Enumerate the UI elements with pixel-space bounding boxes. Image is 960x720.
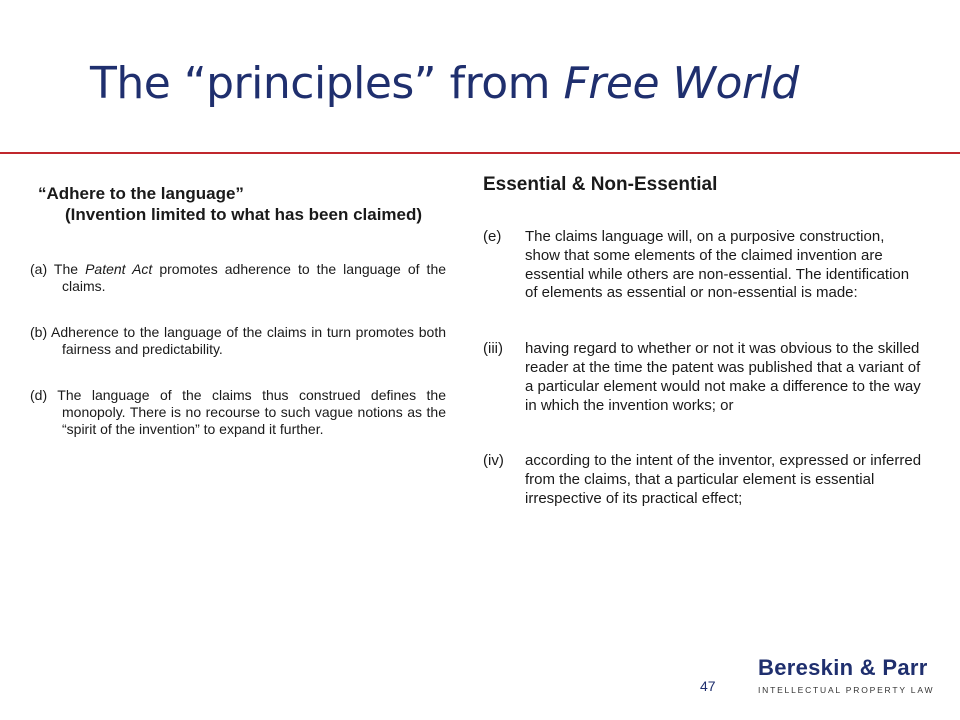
left-heading	[38, 183, 446, 225]
paragraph-b-text: (b) Adherence to the language of the claims in turn promotes both fairness and predictability.	[30, 324, 446, 357]
right-item-text: according to the intent of the inventor, expressed or inferred from the claims, that a particular element is essential irrespective of its practical effect;	[525, 452, 922, 507]
right-item-iv	[483, 452, 923, 508]
logo-tagline: INTELLECTUAL PROPERTY LAW	[758, 685, 935, 695]
right-item-marker: (iii)	[483, 340, 503, 358]
paragraph-a-text-end: promotes adherence to the language of the claims.	[62, 261, 447, 294]
right-item-e	[483, 228, 923, 303]
right-item-text: having regard to whether or not it was obvious to the skilled reader at the time the patent was published that a variant of a particular element would not make a difference to the way in which the invention works; or	[525, 340, 921, 414]
left-paragraph-a	[30, 261, 446, 295]
right-heading: Essential & Non-Essential	[483, 174, 718, 195]
page-number: 47	[700, 678, 716, 694]
left-paragraph-d	[30, 387, 446, 438]
left-heading-quote: “Adhere to the language”	[38, 184, 244, 203]
left-column	[30, 183, 446, 467]
slide-title-italic: Free World	[563, 58, 799, 109]
paragraph-a-italic-text: Patent Act	[85, 261, 153, 277]
left-paragraph-b	[30, 324, 446, 358]
paragraph-d-text: (d) The language of the claims thus construed defines the monopoly. There is no recourse to such vague notions as the “spirit of the invention” to expand it further.	[30, 387, 446, 437]
slide-title	[90, 58, 799, 109]
firm-logo	[758, 655, 935, 696]
logo-name: Bereskin & Parr	[758, 655, 928, 680]
right-item-text: The claims language will, on a purposive construction, show that some elements of the claimed invention are essential while others are non-essential. The identification of elements as essential or non-essential is made:	[525, 228, 910, 302]
title-divider	[0, 152, 960, 154]
right-item-marker: (e)	[483, 228, 502, 245]
right-item-iii	[483, 340, 923, 415]
slide-title-prefix: The “principles” from	[90, 58, 564, 109]
left-heading-subtitle: (Invention limited to what has been claimed)	[65, 205, 423, 224]
paragraph-a-text-start: (a) The	[30, 261, 86, 277]
right-column	[483, 173, 923, 546]
right-item-marker: (iv)	[483, 452, 504, 470]
